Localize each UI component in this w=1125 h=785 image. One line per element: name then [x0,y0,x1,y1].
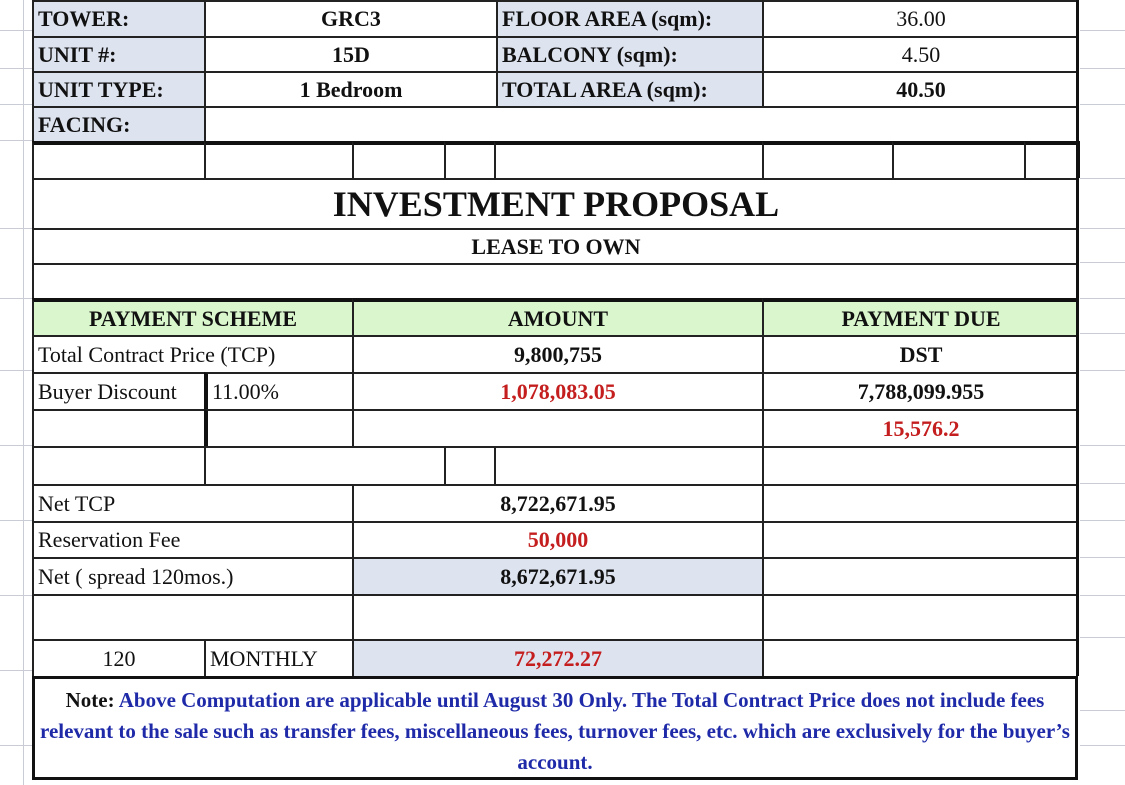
net-spread-value: 8,672,671.95 [352,557,762,594]
balcony-label: BALCONY (sqm): [496,36,762,71]
header-payment-scheme: PAYMENT SCHEME [32,298,352,335]
floor-area-label: FLOOR AREA (sqm): [496,0,762,36]
empty-cell [32,409,204,446]
empty-cell [762,639,1078,676]
proposal-subtitle: LEASE TO OWN [32,228,1078,263]
empty-cell [204,141,352,178]
reservation-label: Reservation Fee [32,521,352,557]
net-tcp-label: Net TCP [32,484,352,521]
unit-type-label: UNIT TYPE: [32,71,204,106]
balcony-value: 4.50 [762,36,1078,71]
empty-cell [1024,141,1080,178]
discount-label: Buyer Discount [32,372,204,409]
unit-type-value: 1 Bedroom [204,71,496,106]
payment-due-value-2: 15,576.2 [762,409,1078,446]
facing-value [204,106,1078,141]
empty-cell [444,141,494,178]
empty-cell [892,141,1024,178]
proposal-title: INVESTMENT PROPOSAL [32,178,1078,228]
dst-label: DST [762,335,1078,372]
net-tcp-value: 8,722,671.95 [352,484,762,521]
tower-label: TOWER: [32,0,204,36]
empty-cell [762,521,1078,557]
payment-due-value-1: 7,788,099.955 [762,372,1078,409]
tcp-value: 9,800,755 [352,335,762,372]
header-payment-due: PAYMENT DUE [762,298,1078,335]
empty-cell [494,446,762,484]
facing-label: FACING: [32,106,204,141]
empty-row [32,263,1078,298]
note-label: Note: [65,688,119,712]
net-spread-label: Net ( spread 120mos.) [32,557,352,594]
empty-cell [32,446,204,484]
empty-cell [444,446,494,484]
tower-value: GRC3 [204,0,496,36]
discount-value: 1,078,083.05 [352,372,762,409]
empty-cell [762,557,1078,594]
empty-cell [494,141,762,178]
empty-cell [762,446,1078,484]
header-amount: AMOUNT [352,298,762,335]
tcp-label: Total Contract Price (TCP) [32,335,352,372]
months-count: 120 [32,639,204,676]
empty-cell [352,409,762,446]
empty-cell [762,594,1078,639]
empty-cell [762,141,892,178]
empty-cell [204,446,444,484]
empty-cell [352,141,444,178]
reservation-value: 50,000 [352,521,762,557]
empty-cell [204,409,352,446]
note-box [32,676,1078,780]
unit-value: 15D [204,36,496,71]
discount-rate: 11.00% [204,372,352,409]
total-area-label: TOTAL AREA (sqm): [496,71,762,106]
monthly-label: MONTHLY [204,639,352,676]
monthly-value: 72,272.27 [352,639,762,676]
note-text: Above Computation are applicable until August 30 Only. The Total Contract Price does not include fees relevant to the sale such as transfer fees, miscellaneous fees, turnover fees, etc. which are exclusively for the buyer’s account. [40,688,1070,774]
floor-area-value: 36.00 [762,0,1078,36]
empty-cell [32,141,204,178]
empty-cell [32,594,352,639]
total-area-value: 40.50 [762,71,1078,106]
empty-cell [762,484,1078,521]
unit-label: UNIT #: [32,36,204,71]
empty-cell [352,594,762,639]
